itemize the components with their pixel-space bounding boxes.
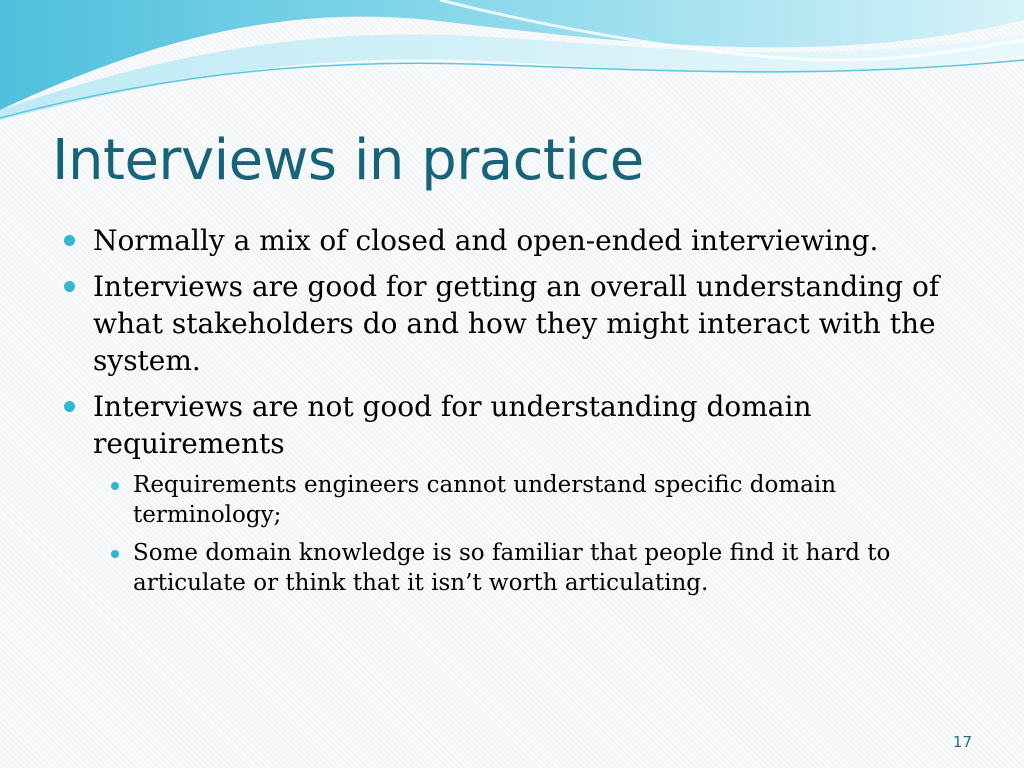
page-number: 17 [952, 733, 972, 751]
bullet-item [60, 388, 980, 598]
bullet-text: Interviews are good for getting an overall understanding of what stakeholders do and how they might interact with the system. [93, 270, 940, 377]
sub-bullet-item [93, 538, 980, 598]
bullet-text: Interviews are not good for understanding domain requirements [93, 390, 812, 460]
bullet-text: Normally a mix of closed and open-ended interviewing. [93, 224, 879, 257]
sub-bullet-text: Some domain knowledge is so familiar that people find it hard to articulate or think that it isn’t worth articulating. [133, 540, 891, 596]
sub-bullet-dot-icon [111, 482, 119, 490]
header-wave-decoration [0, 0, 1024, 130]
bullet-dot-icon [64, 235, 75, 246]
bullet-list [60, 222, 980, 607]
slide-title: Interviews in practice [52, 128, 644, 193]
sub-bullet-list [93, 470, 980, 598]
sub-bullet-item [93, 470, 980, 530]
bullet-dot-icon [64, 281, 75, 292]
bullet-item [60, 222, 980, 259]
sub-bullet-dot-icon [111, 550, 119, 558]
bullet-dot-icon [64, 401, 75, 412]
sub-bullet-text: Requirements engineers cannot understand specific domain terminology; [133, 472, 837, 528]
bullet-item [60, 268, 980, 379]
